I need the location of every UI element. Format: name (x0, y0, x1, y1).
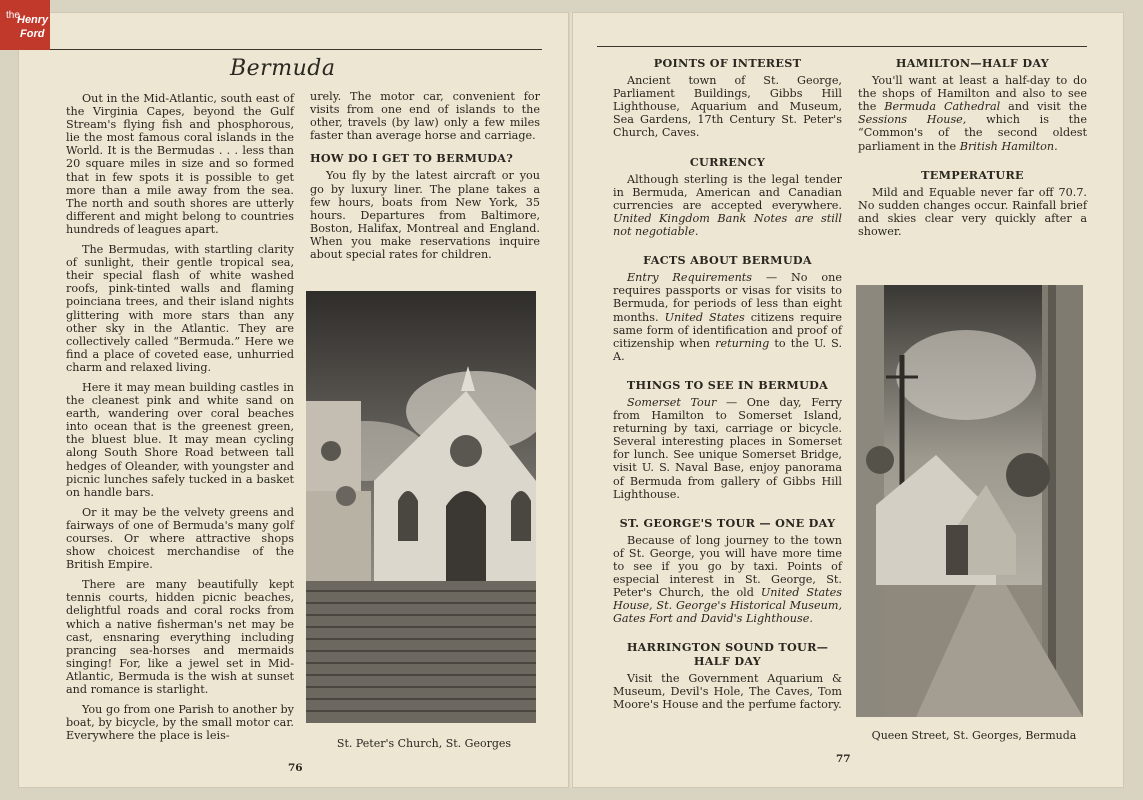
how-heading: HOW DO I GET TO BERMUDA? (310, 151, 514, 166)
st-peters-church-photo (306, 291, 536, 723)
hamilton-text: and visit the (1000, 100, 1087, 114)
left-column-2 (310, 90, 540, 268)
harrington-heading-1: HARRINGTON SOUND TOUR— (626, 640, 829, 655)
facts-lead: Entry Requirements (627, 271, 753, 285)
currency-section (613, 156, 842, 239)
paragraph: Or it may be the velvety greens and fairways of one of Bermuda's many golf courses. Or where attractive shops show choicest merchandise of the British Empire. (66, 505, 294, 572)
paragraph (613, 396, 842, 501)
page-number-left: 76 (288, 762, 303, 774)
right-column-2 (858, 57, 1087, 254)
things-section (613, 379, 842, 501)
stgeorge-section (613, 517, 842, 626)
facts-returning: returning (715, 336, 770, 350)
harrington-section (613, 641, 842, 710)
hamilton-cathedral: Bermuda Cathedral (884, 100, 1001, 114)
hamilton-british: British Hamilton. (959, 139, 1058, 153)
paragraph: Here it may mean building castles in the cleanest pink and white sand on earth, wandering over coral beaches into ocean that is the greenest green, the bluest blue. It may mean cycling along South Shore Road between tall hedges of Oleander, with youngster and picnic lunches safely tucked in a basket on handle bars. (66, 380, 294, 499)
paragraph: There are many beautifully kept tennis courts, hidden picnic beaches, delightful roads and coral rocks from which a native fisherman's net may be cast, ensnaring everything including prancing sea-horses and mermaids singing! For, like a jewel set in Mid-Atlantic, Bermuda is the wish at sunset and romance is starlight. (66, 578, 294, 697)
points-section (613, 57, 842, 140)
paragraph: You go from one Parish to another by boat, by bicycle, by the small motor car. Everywhere the place is leis- (66, 703, 294, 743)
hamilton-text: You'll want at least a half-day to do the shops of Hamilton and also to see the (858, 74, 1087, 114)
facts-text: — No one requires passports or visas for visits to Bermuda, for periods of less than eight months. (613, 271, 842, 324)
hamilton-heading: HAMILTON—HALF DAY (895, 56, 1050, 70)
points-heading: POINTS OF INTEREST (653, 56, 802, 70)
facts-us: United States (664, 310, 745, 324)
photo-caption-right: Queen Street, St. Georges, Bermuda (871, 729, 1077, 742)
stgeorge-italic: United States House, St. George's Historical Museum, Gates Fort and David's Lighthouse. (613, 586, 843, 626)
paragraph: Ancient town of St. George, Parliament Buildings, Gibbs Hill Lighthouse, Aquarium and Museum, Sea Gardens, 17th Century St. Peter's Church, Caves. (613, 74, 842, 140)
paragraph: Mild and Equable never far off 70.7. No sudden changes occur. Rainfall brief and skies clear very quickly after a shower. (858, 185, 1087, 239)
page-number-right: 77 (836, 753, 851, 765)
stgeorge-text: Because of long journey to the town of St. George, you will have more time to see if you go by taxi. Points of especial interest in St. George, St. Peter's Church, the old (613, 533, 842, 600)
currency-note: United Kingdom Bank Notes are still not negotiable. (613, 211, 842, 239)
logo-line2: Henry (17, 14, 49, 26)
currency-text: Although sterling is the legal tender in Bermuda, American and Canadian currencies are accepted everywhere. (613, 172, 842, 212)
paragraph (613, 534, 842, 626)
stgeorge-heading: ST. GEORGE'S TOUR — ONE DAY (619, 515, 836, 530)
hamilton-section (858, 57, 1087, 153)
paragraph: You fly by the latest aircraft or you go by luxury liner. The plane takes a few hours, boats from New York, 35 hours. Departures from Baltimore, Boston, Halifax, Montreal and England. When you make reservations inquire about special rates for children. (310, 169, 540, 262)
right-column-1 (613, 57, 842, 727)
queen-street-photo (856, 285, 1083, 717)
page-title: Bermuda (230, 56, 336, 81)
top-rule-right (597, 46, 1087, 47)
hamilton-text: which is the “Common's of the second oldest parliament in the (858, 113, 1088, 153)
paragraph: Out in the Mid-Atlantic, south east of the Virginia Capes, beyond the Gulf Stream's flying fish and phosphorous, lie the most famous coral islands in the World. It is the Bermudas . . . less than 20 square miles in size and so formed that in few spots it is possible to get more than a mile away from the sea. The north and south shores are utterly different and might belong to countries hundreds of leagues apart. (66, 92, 294, 236)
things-heading: THINGS TO SEE IN BERMUDA (626, 377, 829, 392)
temperature-section (858, 169, 1087, 238)
facts-section (613, 254, 842, 363)
paragraph (858, 74, 1087, 153)
logo-line1: the (6, 10, 20, 21)
paragraph: The Bermudas, with startling clarity of sunlight, their gentle tropical sea, their special flash of white washed roofs, pink-tinted walls and flaming poinciana trees, and their island nights glittering with more stars than any other sky in the Atlantic. They are collectively called “Bermuda.” Here we find a place of coveted ease, unhurried charm and relaxed living. (66, 243, 294, 374)
photo-caption-left: St. Peter's Church, St. Georges (336, 737, 512, 750)
facts-heading: FACTS ABOUT BERMUDA (643, 253, 812, 268)
henry-ford-logo (0, 0, 50, 50)
harrington-heading-2: HALF DAY (693, 653, 762, 668)
facts-text: citizens require same form of identification and proof of citizenship when (613, 310, 843, 350)
paragraph (613, 271, 842, 363)
paragraph (613, 173, 842, 238)
left-column-1 (66, 92, 294, 749)
paragraph: urely. The motor car, convenient for visits from one end of islands to the other, travels (by law) only a few miles faster than average horse and carriage. (310, 90, 540, 143)
currency-heading: CURRENCY (689, 154, 766, 169)
paragraph: Visit the Government Aquarium & Museum, Devil's Hole, The Caves, Tom Moore's House and the perfume factory. (613, 671, 842, 711)
facts-text: to the U. S. A. (613, 336, 842, 363)
things-text: — One day, Ferry from Hamilton to Somerset Island, returning by taxi, carriage or bicycle. Several interesting places in Somerset for lunch. See unique Somerset Bridge, visit U. S. Naval Base, enjoy panorama of Bermuda from gallery of Gibbs Hill Lighthouse. (613, 395, 842, 501)
top-rule-left (50, 49, 542, 50)
hamilton-sessions: Sessions House, (858, 113, 967, 127)
logo-line3: Ford (20, 28, 45, 40)
temperature-heading: TEMPERATURE (921, 167, 1024, 182)
things-lead: Somerset Tour (627, 395, 717, 409)
